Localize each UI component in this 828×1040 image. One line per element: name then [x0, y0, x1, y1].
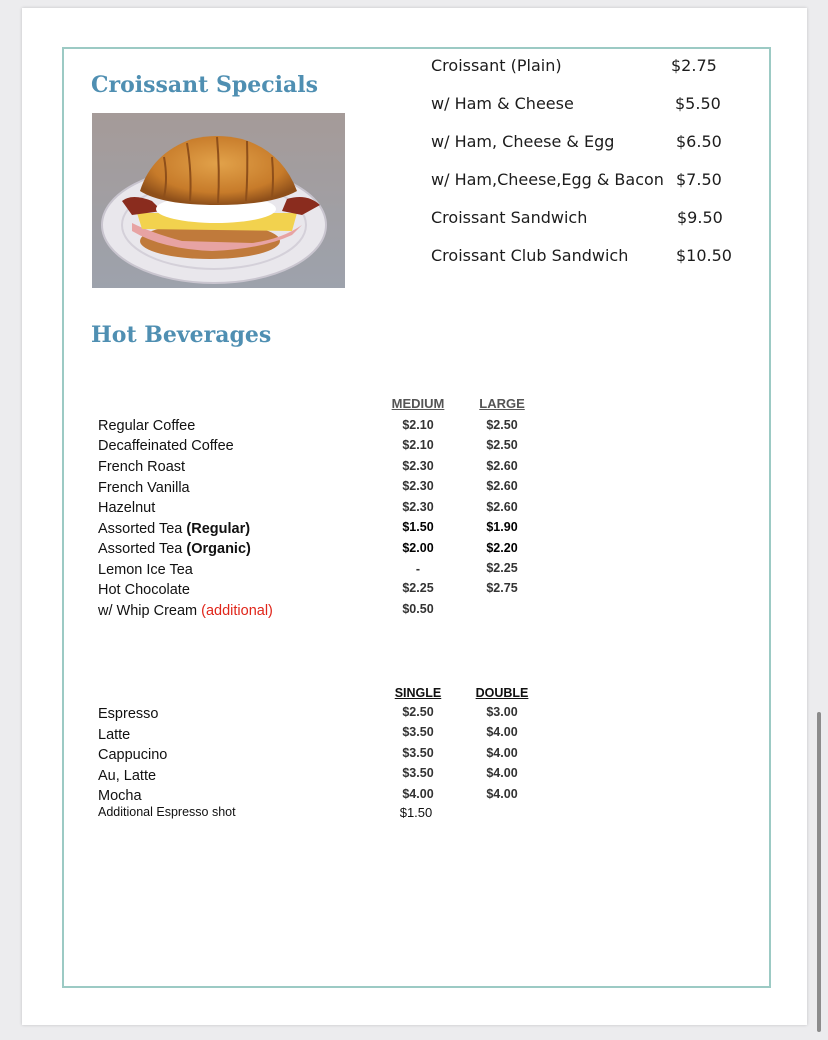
medium-column-header: MEDIUM [391, 396, 445, 411]
beverage-name-text: Assorted Tea [98, 541, 183, 557]
double-price: $4.00 [486, 725, 518, 739]
beverage-name: French Roast [98, 459, 186, 475]
beverage-name: Regular Coffee [98, 418, 196, 434]
beverage-name [98, 521, 250, 537]
medium-price: $2.30 [402, 459, 434, 473]
croissant-item-price: $7.50 [676, 170, 722, 189]
croissant-item-price: $2.75 [671, 56, 717, 75]
croissant-item-name: w/ Ham, Cheese & Egg [431, 132, 615, 151]
medium-price: $0.50 [402, 602, 434, 616]
espresso-name: Au, Latte [98, 768, 157, 784]
single-price: $1.50 [399, 805, 433, 820]
large-price: $2.25 [486, 561, 518, 575]
large-price: $2.60 [486, 479, 518, 493]
espresso-name: Additional Espresso shot [98, 805, 236, 819]
beverage-name [98, 541, 251, 557]
beverage-name: French Vanilla [98, 480, 190, 496]
large-price: $2.50 [486, 438, 518, 452]
croissant-item-price: $9.50 [677, 208, 723, 227]
double-price: $4.00 [486, 746, 518, 760]
scrollbar[interactable] [817, 712, 821, 1032]
single-price: $3.50 [402, 725, 434, 739]
single-price: $3.50 [402, 766, 434, 780]
double-price: $3.00 [486, 705, 518, 719]
croissant-item-name: w/ Ham,Cheese,Egg & Bacon [431, 170, 664, 189]
large-column-header: LARGE [479, 396, 525, 411]
croissant-item-price: $6.50 [676, 132, 722, 151]
medium-price: - [415, 562, 421, 576]
beverage-qualifier: (Regular) [186, 521, 251, 537]
additional-note: (additional) [201, 603, 273, 619]
large-price: $2.20 [486, 541, 518, 555]
croissant-item-price: $10.50 [676, 246, 732, 265]
single-column-header: SINGLE [394, 686, 442, 700]
double-price: $4.00 [486, 766, 518, 780]
hot-beverages-title: Hot Beverages [91, 322, 272, 348]
single-price: $3.50 [402, 746, 434, 760]
medium-price: $2.10 [402, 438, 434, 452]
large-price: $2.75 [486, 581, 518, 595]
beverage-qualifier: (Organic) [186, 541, 251, 557]
medium-price: $1.50 [402, 520, 434, 534]
medium-price: $2.30 [402, 479, 434, 493]
double-column-header: DOUBLE [475, 686, 529, 700]
croissant-item-price: $5.50 [675, 94, 721, 113]
croissant-sandwich-photo [92, 113, 345, 288]
medium-price: $2.30 [402, 500, 434, 514]
beverage-name: Hot Chocolate [98, 582, 190, 598]
single-price: $4.00 [402, 787, 434, 801]
espresso-name: Mocha [98, 788, 142, 804]
double-price: $4.00 [486, 787, 518, 801]
espresso-name: Espresso [98, 706, 159, 722]
espresso-name: Latte [98, 727, 131, 743]
large-price: $2.60 [486, 459, 518, 473]
croissant-item-name: Croissant Club Sandwich [431, 246, 629, 265]
croissant-item-name: Croissant Sandwich [431, 208, 588, 227]
beverage-name: Lemon Ice Tea [98, 562, 193, 578]
croissant-specials-title: Croissant Specials [91, 72, 318, 98]
beverage-name: Hazelnut [98, 500, 156, 516]
croissant-item-name: w/ Ham & Cheese [431, 94, 574, 113]
beverage-name: Decaffeinated Coffee [98, 438, 234, 454]
medium-price: $2.10 [402, 418, 434, 432]
large-price: $1.90 [486, 520, 518, 534]
medium-price: $2.25 [402, 581, 434, 595]
croissant-item-name: Croissant (Plain) [431, 56, 562, 75]
beverage-name-text: Assorted Tea [98, 521, 183, 537]
large-price: $2.60 [486, 500, 518, 514]
medium-price: $2.00 [402, 541, 434, 555]
single-price: $2.50 [402, 705, 434, 719]
beverage-name-text: w/ Whip Cream [98, 603, 198, 619]
beverage-name [98, 603, 273, 619]
espresso-name: Cappucino [98, 747, 168, 763]
large-price: $2.50 [486, 418, 518, 432]
